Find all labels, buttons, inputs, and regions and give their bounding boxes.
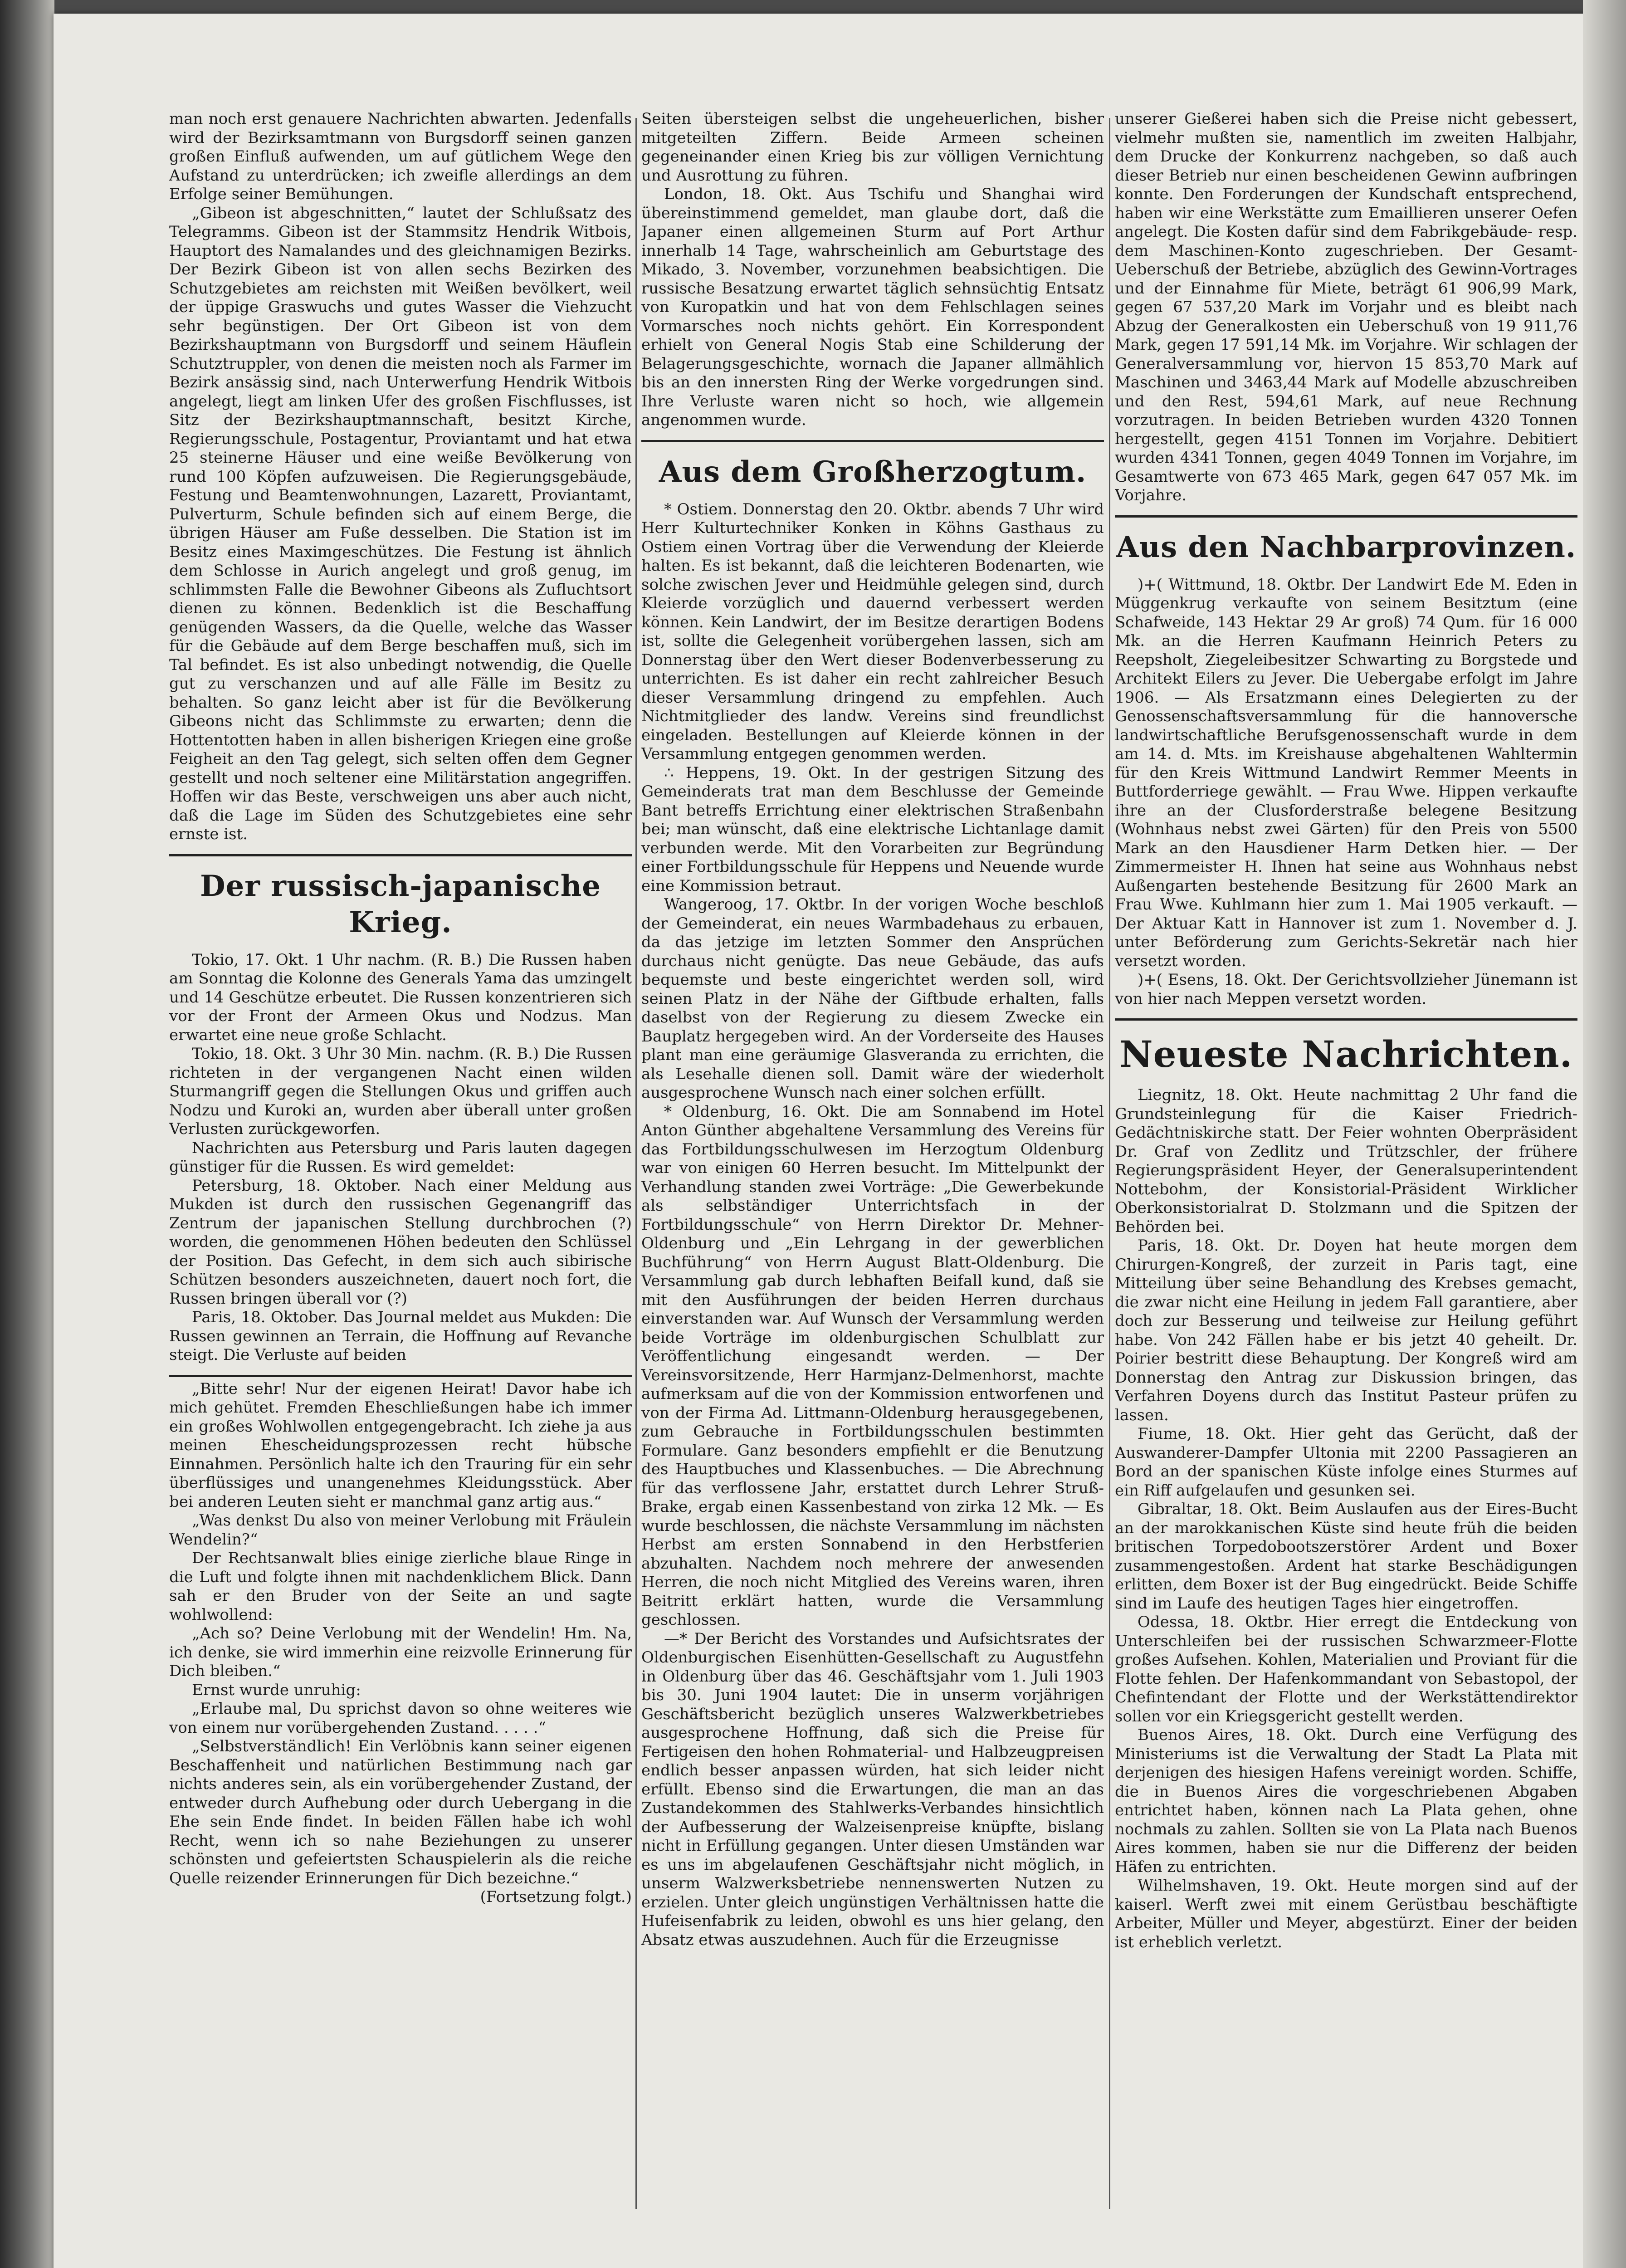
section-rule [641, 440, 1104, 442]
news-item: )+( Esens, 18. Okt. Der Gerichtsvollzieher Jünemann ist von hier nach Meppen versetzt worden. [1115, 971, 1577, 1008]
news-item: Petersburg, 18. Oktober. Nach einer Meldung aus Mukden ist durch den russischen Gegenangriff das Zentrum der japanischen Stellung durchbrochen (?) worden, die genommenen Höhen bedeuten den Schlüssel der Position. Das Gefecht, in dem sich auch sibirische Schützen besonders auszeichneten, dauert noch fort, die Russen bringen überall vor (?) [169, 1176, 632, 1308]
feuilleton-paragraph: Der Rechtsanwalt blies einige zierliche blaue Ringe in die Luft und folgte ihnen mit nachdenklichem Blick. Dann sah er den Bruder von der Seite an und sagte wohlwollend: [169, 1549, 632, 1624]
news-item: Paris, 18. Okt. Dr. Doyen hat heute morgen dem Chirurgen-Kongreß, der zurzeit in Paris tagt, eine Mitteilung über seine Behandlung des Krebses gemacht, die zwar nicht eine Heilung in jedem Fall garantiere, aber doch zur Besserung und teilweise zur Heilung geführt habe. Von 242 Fällen habe er bis jetzt 40 geheilt. Dr. Poirier bestritt diese Behauptung. Der Kongreß wird am Donnerstag den Antrag zur Diskussion bringen, das Verfahren Doyens durch das Institut Pasteur prüfen zu lassen. [1115, 1237, 1577, 1424]
newspaper-page [54, 14, 1591, 2268]
news-item: Tokio, 18. Okt. 3 Uhr 30 Min. nachm. (R. B.) Die Russen richteten in der vergangenen Nacht einen wilden Sturmangriff gegen die Stellungen Okus und griffen auch Nodzu und Kuroki an, wurden aber überall unter großen Verlusten zurückgeworfen. [169, 1045, 632, 1138]
heading-russo-japanese-war: Der russisch-japanische Krieg. [200, 869, 601, 939]
section-rule [169, 854, 632, 856]
feuilleton-paragraph: „Was denkst Du also von meiner Verlobung mit Fräulein Wendelin?“ [169, 1511, 632, 1549]
news-item: Gibraltar, 18. Okt. Beim Auslaufen aus der Eires-Bucht an der marokkanischen Küste sind heute früh die beiden britischen Torpedobootszerstörer Ardent und Boxer zusammengestoßen. Ardent hat starke Beschädigungen erlitten, dem Boxer ist der Bug eingedrückt. Beide Schiffe sind im Laufe des heutigen Tages hier eingetroffen. [1115, 1500, 1577, 1613]
news-item: Paris, 18. Oktober. Das Journal meldet aus Mukden: Die Russen gewinnen an Terrain, die Hoffnung auf Revanche steigt. Die Verluste auf beiden [169, 1308, 632, 1364]
page-edge [1583, 0, 1626, 2268]
column-rule-1 [635, 118, 637, 2209]
news-item: London, 18. Okt. Aus Tschifu und Shanghai wird übereinstimmend gemeldet, man glaube dort, daß die Japaner einen allgemeinen Sturm auf Port Arthur innerhalb 14 Tage, wahrscheinlich am Geburtstage des Mikado, 3. November, vorzunehmen beabsichtigen. Die russische Besatzung erwartet täglich sehnsüchtig Entsatz von Kuropatkin und hat von dem Fehlschlagen seines Vormarsches noch nichts gehört. Ein Korrespondent erhielt von General Nogis Stab eine Schilderung der Belagerungsgeschichte, wornach die Japaner allmählich bis an den innersten Ring der Werke vorgedrungen sind. Ihre Verluste waren nicht so hoch, wie allgemein angenommen wurde. [641, 185, 1104, 429]
section-rule [1115, 1018, 1577, 1021]
heading-grand-duchy: Aus dem Großherzogtum. [659, 455, 1087, 489]
column-2 [641, 110, 1104, 2242]
news-item: )+( Wittmund, 18. Oktbr. Der Landwirt Ede M. Eden in Müggenkrug verkaufte von seinem Besitztum (eine Schafweide, 143 Hektar 29 Ar groß) 74 Qum. für 16 000 Mk. an die Herren Kaufmann Heinrich Peters zu Reepsholt, Ziegeleibesitzer Schwarting zu Borgstede und Architekt Eilers zu Jever. Die Uebergabe erfolgt im Jahre 1906. — Als Ersatzmann eines Delegierten zu der Genossenschaftsversammlung für die hannoversche landwirtschaftliche Berufsgenossenschaft wurde in dem am 14. d. Mts. im Kreishause abgehaltenen Wahltermin für den Kreis Wittmund Landwirt Remmer Meents in Buttforderriege gewählt. — Frau Wwe. Hippen verkaufte ihre an der Clusforderstraße belegene Besitzung (Wohnhaus nebst zwei Gärten) für den Preis von 5500 Mark an den Hausdiener Harm Detken hier. — Der Zimmermeister H. Ihnen hat seine aus Wohnhaus nebst Außengarten bestehende Besitzung für 2600 Mark an Frau Wwe. Kuhlmann hier zum 1. Mai 1905 verkauft. — Der Aktuar Katt in Hannover ist zum 1. November d. J. unter Beförderung zum Gerichts-Sekretär nach hier versetzt worden. [1115, 575, 1577, 970]
paragraph: „Gibeon ist abgeschnitten,“ lautet der Schlußsatz des Telegramms. Gibeon ist der Stammsitz Hendrik Witbois, Hauptort des Namalandes und des gleichnamigen Bezirks. Der Bezirk Gibeon ist von allen sechs Bezirken des Schutzgebietes am reichsten mit Weißen bevölkert, weil der üppige Graswuchs und gutes Wasser die Viehzucht sehr begünstigen. Der Ort Gibeon ist von dem Bezirkshauptmann von Burgsdorff und seinem Häuflein Schutztruppler, von denen die meisten noch als Farmer im Bezirk ansässig sind, nach Unterwerfung Hendrik Witbois angelegt, liegt am linken Ufer des großen Fischflusses, ist Sitz der Bezirkshauptmannschaft, besitzt Kirche, Regierungsschule, Postagentur, Proviantamt und hat etwa 25 steinerne Häuser und eine weiße Bevölkerung von rund 100 Köpfen aufzuweisen. Die Regierungsgebäude, Festung und Beamtenwohnungen, Lazarett, Proviantamt, Pulverturm, Schule befinden sich auf einem Berge, die übrigen Häuser am Fuße desselben. Die Station ist im Besitz eines Maximgeschützes. Die Festung ist ähnlich dem Schlosse in Aurich angelegt und groß genug, im schlimmsten Falle die Bewohner Gibeons als Zufluchtsort dienen zu können. Bedenklich ist die Beschaffung genügenden Wassers, da die Quelle, welche das Wasser für die Gebäude auf dem Berge beschaffen muß, sich im Tal befindet. Es ist also unbedingt notwendig, die Quelle gut zu verschanzen und auf alle Fälle im Besitz zu behalten. So ganz leicht aber ist für die Bevölkerung Gibeons nicht das Schlimmste zu erwarten; denn die Hottentotten haben in allen bisherigen Kriegen eine große Feigheit an den Tag gelegt, sich selten offen dem Gegner gestellt und noch seltener eine Militärstation angegriffen. Hoffen wir das Beste, verschweigen uns aber auch nicht, daß die Lage im Süden des Schutzgebietes eine sehr ernste ist. [169, 204, 632, 843]
heading-latest-news: Neueste Nachrichten. [1119, 1033, 1573, 1075]
news-item: Wangeroog, 17. Oktbr. In der vorigen Woche beschloß der Gemeinderat, ein neues Warmbadehaus zu erbauen, da das jetzige im letzten Sommer den Ansprüchen durchaus nicht genügte. Das neue Gebäude, das aufs bequemste und beste eingerichtet werden soll, wird seinen Platz in der Nähe der Giftbude erhalten, falls daselbst von der Regierung zu diesem Zwecke ein Bauplatz hergegeben wird. An der Vorderseite des Hauses plant man eine geräumige Glasveranda zu errichten, die als Lesehalle dienen soll. Damit wäre der wiederholt ausgesprochene Wunsch nach einer solchen erfüllt. [641, 895, 1104, 1102]
news-item: Buenos Aires, 18. Okt. Durch eine Verfügung des Ministeriums ist die Verwaltung der Stadt La Plata mit derjenigen des hiesigen Hafens vereinigt worden. Schiffe, die in Buenos Aires die vorgeschriebenen Abgaben entrichtet haben, können nach La Plata gehen, ohne nochmals zu zahlen. Sollten sie von La Plata nach Buenos Aires kommen, haben sie nur die Differenz der beiden Häfen zu entrichten. [1115, 1726, 1577, 1876]
news-item: * Oldenburg, 16. Okt. Die am Sonnabend im Hotel Anton Günther abgehaltene Versammlung des Vereins für das Fortbildungsschulwesen im Herzogtum Oldenburg war von einigen 60 Herren besucht. Im Mittelpunkt der Verhandlung standen zwei Vorträge: „Die Gewerbekunde als selbständiger Unterrichtsfach in der Fortbildungsschule“ von Herrn Direktor Dr. Mehner-Oldenburg und „Ein Lehrgang in der gewerblichen Buchführung“ von Herrn August Blatt-Oldenburg. Die Versammlung gab durch lebhaften Beifall kund, daß sie mit den Ausführungen der beiden Herren durchaus einverstanden war. Auf Wunsch der Versammlung werden beide Vorträge im oldenburgischen Schulblatt zur Veröffentlichung eingesandt werden. — Der Vereinsvorsitzende, Herr Harmjanz-Delmenhorst, machte aufmerksam auf die von der Kommission entworfenen und von der Firma Ad. Littmann-Oldenburg herausgegebenen, zum Gebrauche in Fortbildungsschulen bestimmten Formulare. Ganz besonders empfiehlt er die Benutzung des Hauptbuches und Klassenbuches. — Die Abrechnung für das verflossene Jahr, erstattet durch Lehrer Struß-Brake, ergab einen Kassenbestand von zirka 12 Mk. — Es wurde beschlossen, die nächste Versammlung im nächsten Herbst am ersten Sonnabend in den Herbstferien abzuhalten. Nachdem noch mehrere der anwesenden Herren, die noch nicht Mitglied des Vereins waren, ihren Beitritt erklärt hatten, wurde die Versammlung geschlossen. [641, 1102, 1104, 1629]
heading-neighbor-provinces: Aus den Nachbarprovinzen. [1116, 530, 1577, 564]
feuilleton-paragraph: „Ach so? Deine Verlobung mit der Wendelin! Hm. Na, ich denke, sie wird immerhin eine reizvolle Erinnerung für Dich bleiben.“ [169, 1624, 632, 1680]
paragraph: Seiten übersteigen selbst die ungeheuerlichen, bisher mitgeteilten Ziffern. Beide Armeen scheinen gegeneinander einen Krieg bis zur völligen Vernichtung und Ausrottung zu führen. [641, 110, 1104, 185]
news-item: Fiume, 18. Okt. Hier geht das Gerücht, daß der Auswanderer-Dampfer Ultonia mit 2200 Passagieren an Bord an der spanischen Küste infolge eines Sturmes auf ein Riff aufgelaufen und gesunken sei. [1115, 1425, 1577, 1500]
feuilleton-paragraph: „Bitte sehr! Nur der eigenen Heirat! Davor habe ich mich gehütet. Fremden Eheschließungen habe ich immer ein großes Wohlwollen entgegengebracht. Ich ziehe ja aus meinen Ehescheidungsprozessen recht hübsche Einnahmen. Persönlich halte ich den Trauring für ein sehr überflüssiges und unangenehmes Kleidungsstück. Aber bei anderen Leuten sieht er manchmal ganz artig aus.“ [169, 1379, 632, 1511]
news-item: Tokio, 17. Okt. 1 Uhr nachm. (R. B.) Die Russen haben am Sonntag die Kolonne des Generals Yama das umzingelt und 14 Geschütze erbeutet. Die Russen konzentrieren sich vor der Front der Armeen Okus und Nodzus. Man erwartet eine neue große Schlacht. [169, 950, 632, 1044]
feuilleton-paragraph: „Erlaube mal, Du sprichst davon so ohne weiteres wie von einem nur vorübergehenden Zustand. . . . .“ [169, 1700, 632, 1737]
feuilleton-paragraph: „Selbstverständlich! Ein Verlöbnis kann seiner eigenen Beschaffenheit und natürlichen Bestimmung nach gar nichts anderes sein, als ein vorübergehender Zustand, der entweder durch Aufhebung oder durch Uebergang in die Ehe sein Ende findet. In beiden Fällen habe ich wohl Recht, wenn ich so nahe Beziehungen zu unserer schönsten und gefeiertsten Schauspielerin als die reiche Quelle reizender Erinnerungen für Dich bezeichne.“ [169, 1737, 632, 1887]
section-rule [1115, 515, 1577, 518]
news-item: Odessa, 18. Oktbr. Hier erregt die Entdeckung von Unterschleifen bei der russischen Schwarzmeer-Flotte großes Aufsehen. Kohlen, Materialien und Proviant für die Flotte fehlen. Der Hafenkommandant von Sebastopol, der Chefintendant der Flotte und der Werkstättendirektor sollen vor ein Kriegsgericht gestellt werden. [1115, 1613, 1577, 1725]
feuilleton-paragraph: Ernst wurde unruhig: [192, 1681, 361, 1699]
scan-binding-shadow [0, 0, 54, 2268]
column-3 [1115, 110, 1577, 2242]
news-item: * Ostiem. Donnerstag den 20. Oktbr. abends 7 Uhr wird Herr Kulturtechniker Konken in Köhns Gasthaus zu Ostiem einen Vortrag über die Verwendung der Kleierde halten. Es ist bekannt, daß die leichteren Bodenarten, wie solche zwischen Jever und Heidmühle gelegen sind, durch Kleierde vorzüglich und dauernd verbessert werden können. Kein Landwirt, der im Besitze derartigen Bodens ist, sollte die Gelegenheit vorübergehen lassen, sich am Donnerstag über den Wert dieser Bodenverbesserung zu unterrichten. Es ist daher ein recht zahlreicher Besuch dieser Versammlung dringend zu empfehlen. Auch Nichtmitglieder des landw. Vereins sind freundlichst eingeladen. Bestellungen auf Kleierde können in der Versammlung entgegen genommen werden. [641, 500, 1104, 763]
paragraph: unserer Gießerei haben sich die Preise nicht gebessert, vielmehr mußten sie, namentlich im zweiten Halbjahr, dem Drucke der Konkurrenz nachgeben, so daß auch dieser Betrieb nur einen bescheidenen Gewinn aufbringen konnte. Den Forderungen der Kundschaft entsprechend, haben wir eine Werkstätte zum Emaillieren unserer Oefen angelegt. Die Kosten dafür sind dem Fabrikgebäude- resp. dem Maschinen-Konto zugeschrieben. Der Gesamt-Ueberschuß der Betriebe, abzüglich des Gewinn-Vortrages und der Einnahme für Miete, beträgt 61 906,99 Mark, gegen 67 537,20 Mark im Vorjahr und es bleibt nach Abzug der Generalkosten ein Ueberschuß von 19 911,76 Mark, gegen 17 591,14 Mk. im Vorjahre. Wir schlagen der Generalversammlung vor, hiervon 15 853,70 Mark auf Maschinen und 3463,44 Mark auf Modelle abzuschreiben und den Rest, 594,61 Mark, auf neue Rechnung vorzutragen. In beiden Betrieben wurden 4320 Tonnen hergestellt, gegen 4151 Tonnen im Vorjahre. Debitiert wurden 4341 Tonnen, gegen 4049 Tonnen im Vorjahre, im Gesamtwerte von 673 465 Mark, gegen 647 057 Mk. im Vorjahre. [1115, 110, 1577, 504]
paragraph: man noch erst genauere Nachrichten abwarten. Jedenfalls wird der Bezirksamtmann von Burgsdorff seinen ganzen großen Einfluß aufwenden, um auf gütlichem Wege den Aufstand zu unterdrücken; ich zweifle allerdings an dem Erfolge seiner Bemühungen. [169, 110, 632, 203]
continuation-note: (Fortsetzung folgt.) [480, 1888, 632, 1906]
news-item: —* Der Bericht des Vorstandes und Aufsichtsrates der Oldenburgischen Eisenhütten-Gesellschaft zu Augustfehn in Oldenburg über das 46. Geschäftsjahr vom 1. Juli 1903 bis 30. Juni 1904 lautet: Die in unserm vorjährigen Geschäftsbericht bezüglich unseres Walzwerkbetriebes ausgesprochene Hoffnung, daß sich die Preise für Fertigeisen den hohen Rohmaterial- und Halbzeugpreisen endlich besser anpassen würden, hat sich leider nicht erfüllt. Ebenso sind die Erwartungen, die man an das Zustandekommen des Stahlwerks-Verbandes hinsichtlich der Aufbesserung der Walzeisenpreise knüpfte, bislang nicht in Erfüllung gegangen. Unter diesen Umständen war es uns im abgelaufenen Geschäftsjahr nicht möglich, in unserm Walzwerksbetriebe nennenswerten Nutzen zu erzielen. Unter gleich ungünstigen Verhältnissen hatte die Hufeisenfabrik zu leiden, obwohl es uns hier gelang, den Absatz etwas auszudehnen. Auch für die Erzeugnisse [641, 1629, 1104, 1949]
news-item: Wilhelmshaven, 19. Okt. Heute morgen sind auf der kaiserl. Werft zwei mit einem Gerüstbau beschäftigte Arbeiter, Müller und Meyer, abgestürzt. Einer der beiden ist erheblich verletzt. [1115, 1877, 1577, 1951]
column-1 [169, 110, 632, 2242]
news-item: Nachrichten aus Petersburg und Paris lauten dagegen günstiger für die Russen. Es wird gemeldet: [169, 1139, 632, 1176]
news-item: ∴ Heppens, 19. Okt. In der gestrigen Sitzung des Gemeinderats trat man dem Beschlusse der Gemeinde Bant betreffs Errichtung einer elektrischen Straßenbahn bei; man wünscht, daß eine elektrische Lichtanlage damit verbunden werde. Mit den Vorarbeiten zur Begründung einer Fortbildungsschule für Heppens und Neuende wurde eine Kommission betraut. [641, 763, 1104, 895]
news-item: Liegnitz, 18. Okt. Heute nachmittag 2 Uhr fand die Grundsteinlegung für die Kaiser Friedrich-Gedächtniskirche statt. Der Feier wohnten Oberpräsident Dr. Graf von Zedlitz und Trützschler, der frühere Regierungspräsident Heyer, der Generalsuperintendent Nottebohm, der Konsistorial-Präsident Wirklicher Oberkonsistorialrat D. Stolzmann und die Spitzen der Behörden bei. [1115, 1086, 1577, 1236]
column-rule-2 [1109, 118, 1110, 2209]
feuilleton-rule [169, 1375, 632, 1377]
